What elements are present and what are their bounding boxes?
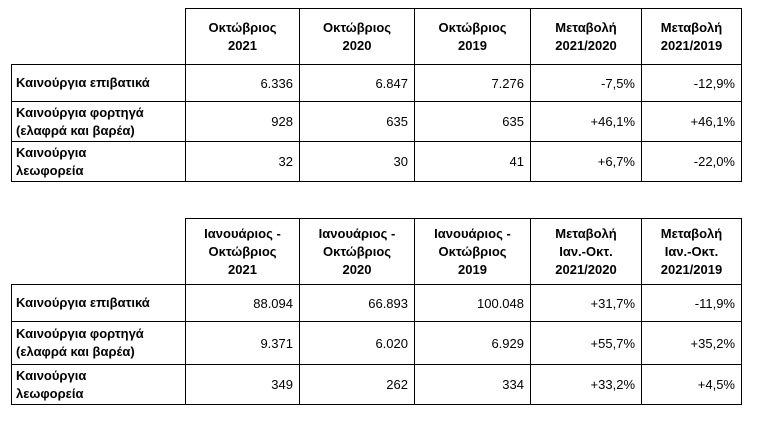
row-new-trucks — [12, 102, 742, 142]
cell-value: 32 — [186, 142, 300, 182]
jan-oct-registrations-table — [11, 218, 742, 405]
cell-value: +4,5% — [642, 365, 742, 405]
cell-value: 6.847 — [300, 65, 415, 102]
cell-value: +31,7% — [531, 285, 642, 322]
header-row — [12, 9, 742, 65]
cell-value: 7.276 — [415, 65, 531, 102]
cell-value: +6,7% — [531, 142, 642, 182]
cell-value: +35,2% — [642, 322, 742, 365]
row-label: Καινούργια λεωφορεία — [12, 142, 186, 182]
cell-value: -22,0% — [642, 142, 742, 182]
cell-value: -11,9% — [642, 285, 742, 322]
empty-corner-cell — [12, 219, 186, 285]
cell-value: +55,7% — [531, 322, 642, 365]
october-registrations-table — [11, 8, 742, 182]
header-change-2021-2020: Μεταβολή 2021/2020 — [531, 9, 642, 65]
cell-value: 635 — [300, 102, 415, 142]
row-label: Καινούργια επιβατικά — [12, 285, 186, 322]
row-new-buses — [12, 142, 742, 182]
row-label: Καινούργια επιβατικά — [12, 65, 186, 102]
cell-value: -7,5% — [531, 65, 642, 102]
cell-value: +46,1% — [642, 102, 742, 142]
cell-value: 9.371 — [186, 322, 300, 365]
row-new-passenger-cars — [12, 285, 742, 322]
cell-value: 6.929 — [415, 322, 531, 365]
header-jan-oct-2021: Ιανουάριος - Οκτώβριος 2021 — [186, 219, 300, 285]
cell-value: 334 — [415, 365, 531, 405]
header-jan-oct-2019: Ιανουάριος - Οκτώβριος 2019 — [415, 219, 531, 285]
cell-value: 928 — [186, 102, 300, 142]
cell-value: 66.893 — [300, 285, 415, 322]
header-oct-2021: Οκτώβριος 2021 — [186, 9, 300, 65]
cell-value: +46,1% — [531, 102, 642, 142]
row-label: Καινούργια φορτηγά (ελαφρά και βαρέα) — [12, 102, 186, 142]
row-label: Καινούργια λεωφορεία — [12, 365, 186, 405]
row-new-trucks — [12, 322, 742, 365]
cell-value: 30 — [300, 142, 415, 182]
cell-value: -12,9% — [642, 65, 742, 102]
header-change-2021-2019: Μεταβολή 2021/2019 — [642, 9, 742, 65]
row-new-buses — [12, 365, 742, 405]
header-jan-oct-2020: Ιανουάριος - Οκτώβριος 2020 — [300, 219, 415, 285]
cell-value: 88.094 — [186, 285, 300, 322]
row-new-passenger-cars — [12, 65, 742, 102]
cell-value: 635 — [415, 102, 531, 142]
cell-value: 41 — [415, 142, 531, 182]
empty-corner-cell — [12, 9, 186, 65]
row-label: Καινούργια φορτηγά (ελαφρά και βαρέα) — [12, 322, 186, 365]
cell-value: 262 — [300, 365, 415, 405]
cell-value: 349 — [186, 365, 300, 405]
header-oct-2019: Οκτώβριος 2019 — [415, 9, 531, 65]
cell-value: 100.048 — [415, 285, 531, 322]
cell-value: +33,2% — [531, 365, 642, 405]
header-change-jan-oct-2021-2019: Μεταβολή Ιαν.-Οκτ. 2021/2019 — [642, 219, 742, 285]
header-oct-2020: Οκτώβριος 2020 — [300, 9, 415, 65]
cell-value: 6.336 — [186, 65, 300, 102]
cell-value: 6.020 — [300, 322, 415, 365]
header-row — [12, 219, 742, 285]
header-change-jan-oct-2021-2020: Μεταβολή Ιαν.-Οκτ. 2021/2020 — [531, 219, 642, 285]
